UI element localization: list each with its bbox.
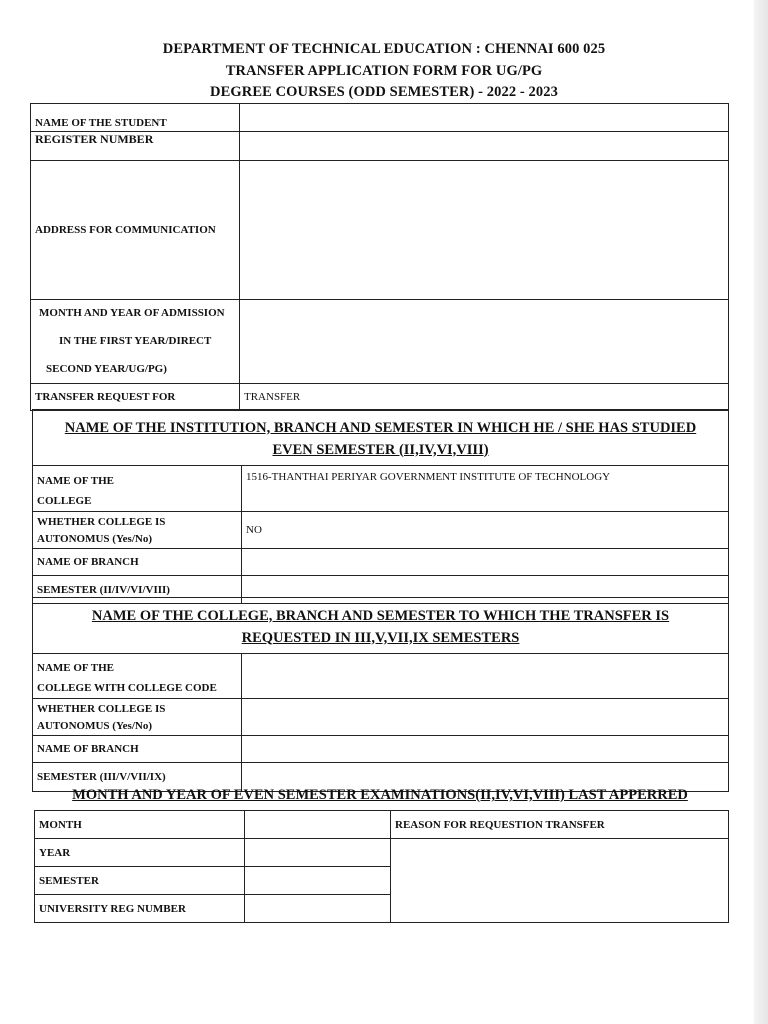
student-name-field[interactable] bbox=[240, 104, 729, 132]
form-title-line-2: TRANSFER APPLICATION FORM FOR UG/PG bbox=[225, 63, 543, 79]
admission-label-line-1: MONTH AND YEAR OF ADMISSION bbox=[39, 307, 225, 319]
studied-autonomous-value[interactable]: NO bbox=[242, 512, 729, 549]
exam-semester-field[interactable] bbox=[245, 867, 391, 895]
exam-year-label: YEAR bbox=[35, 839, 245, 867]
admission-label bbox=[31, 300, 240, 384]
studied-autonomous-label bbox=[33, 512, 242, 549]
requested-college-label-line-1: NAME OF THE bbox=[37, 662, 115, 674]
requested-heading bbox=[33, 598, 729, 654]
register-number-label: REGISTER NUMBER bbox=[31, 132, 240, 161]
studied-semester-label: SEMESTER (II/IV/VI/VIII) bbox=[33, 576, 242, 604]
requested-autonomous-label-line-1: WHETHER COLLEGE IS bbox=[37, 703, 166, 715]
requested-heading-line-1: NAME OF THE COLLEGE, BRANCH AND SEMESTER TO WHICH THE TRANSFER IS bbox=[91, 607, 670, 624]
studied-institution-table bbox=[32, 409, 729, 604]
studied-heading bbox=[33, 410, 729, 466]
requested-college-label-line-2: COLLEGE WITH COLLEGE CODE bbox=[37, 682, 217, 694]
transfer-request-label: TRANSFER REQUEST FOR bbox=[31, 384, 240, 411]
form-title-line-3: DEGREE COURSES (ODD SEMESTER) - 2022 - 2023 bbox=[210, 84, 558, 100]
studied-branch-field[interactable] bbox=[242, 549, 729, 576]
address-field[interactable] bbox=[240, 161, 729, 300]
reason-field[interactable] bbox=[391, 839, 729, 923]
exam-details-table bbox=[34, 810, 729, 923]
exam-month-label: MONTH bbox=[35, 811, 245, 839]
studied-branch-label: NAME OF BRANCH bbox=[33, 549, 242, 576]
requested-heading-line-2: REQUESTED IN III,V,VII,IX SEMESTERS bbox=[241, 629, 520, 646]
admission-field[interactable] bbox=[240, 300, 729, 384]
admission-label-line-2: IN THE FIRST YEAR/DIRECT bbox=[59, 335, 212, 347]
register-number-field[interactable] bbox=[240, 132, 729, 161]
university-reg-label: UNIVERSITY REG NUMBER bbox=[35, 895, 245, 923]
requested-branch-field[interactable] bbox=[242, 736, 729, 763]
page-edge-shadow bbox=[754, 0, 768, 1024]
requested-college-label bbox=[33, 654, 242, 699]
studied-college-label bbox=[33, 466, 242, 512]
studied-college-label-line-1: NAME OF THE bbox=[37, 475, 115, 487]
studied-autonomous-label-line-2: AUTONOMUS (Yes/No) bbox=[37, 533, 152, 545]
form-title-line-1: DEPARTMENT OF TECHNICAL EDUCATION : CHENNAI 600 025 bbox=[162, 41, 606, 57]
studied-heading-line-1: NAME OF THE INSTITUTION, BRANCH AND SEMESTER IN WHICH HE / SHE HAS STUDIED bbox=[64, 419, 697, 436]
requested-semester-label: SEMESTER (III/V/VII/IX) bbox=[33, 763, 242, 792]
student-name-label: NAME OF THE STUDENT bbox=[31, 104, 240, 132]
university-reg-field[interactable] bbox=[245, 895, 391, 923]
exam-year-field[interactable] bbox=[245, 839, 391, 867]
exam-month-field[interactable] bbox=[245, 811, 391, 839]
reason-label: REASON FOR REQUESTION TRANSFER bbox=[391, 811, 729, 839]
requested-institution-table bbox=[32, 597, 729, 792]
studied-college-value[interactable]: 1516-THANTHAI PERIYAR GOVERNMENT INSTITUTE OF TECHNOLOGY bbox=[242, 466, 729, 512]
transfer-request-value[interactable]: TRANSFER bbox=[240, 384, 729, 411]
admission-label-line-3: SECOND YEAR/UG/PG) bbox=[46, 363, 167, 375]
requested-autonomous-label bbox=[33, 699, 242, 736]
studied-heading-line-2: EVEN SEMESTER (II,IV,VI,VIII) bbox=[272, 441, 489, 458]
requested-autonomous-field[interactable] bbox=[242, 699, 729, 736]
requested-autonomous-label-line-2: AUTONOMUS (Yes/No) bbox=[37, 720, 152, 732]
student-details-table bbox=[30, 103, 729, 411]
requested-college-field[interactable] bbox=[242, 654, 729, 699]
studied-college-label-line-2: COLLEGE bbox=[37, 495, 92, 507]
exam-heading: MONTH AND YEAR OF EVEN SEMESTER EXAMINATIONS(II,IV,VI,VIII) LAST APPERRED bbox=[72, 787, 688, 803]
address-label: ADDRESS FOR COMMUNICATION bbox=[31, 161, 240, 300]
requested-branch-label: NAME OF BRANCH bbox=[33, 736, 242, 763]
exam-semester-label: SEMESTER bbox=[35, 867, 245, 895]
studied-autonomous-label-line-1: WHETHER COLLEGE IS bbox=[37, 516, 166, 528]
